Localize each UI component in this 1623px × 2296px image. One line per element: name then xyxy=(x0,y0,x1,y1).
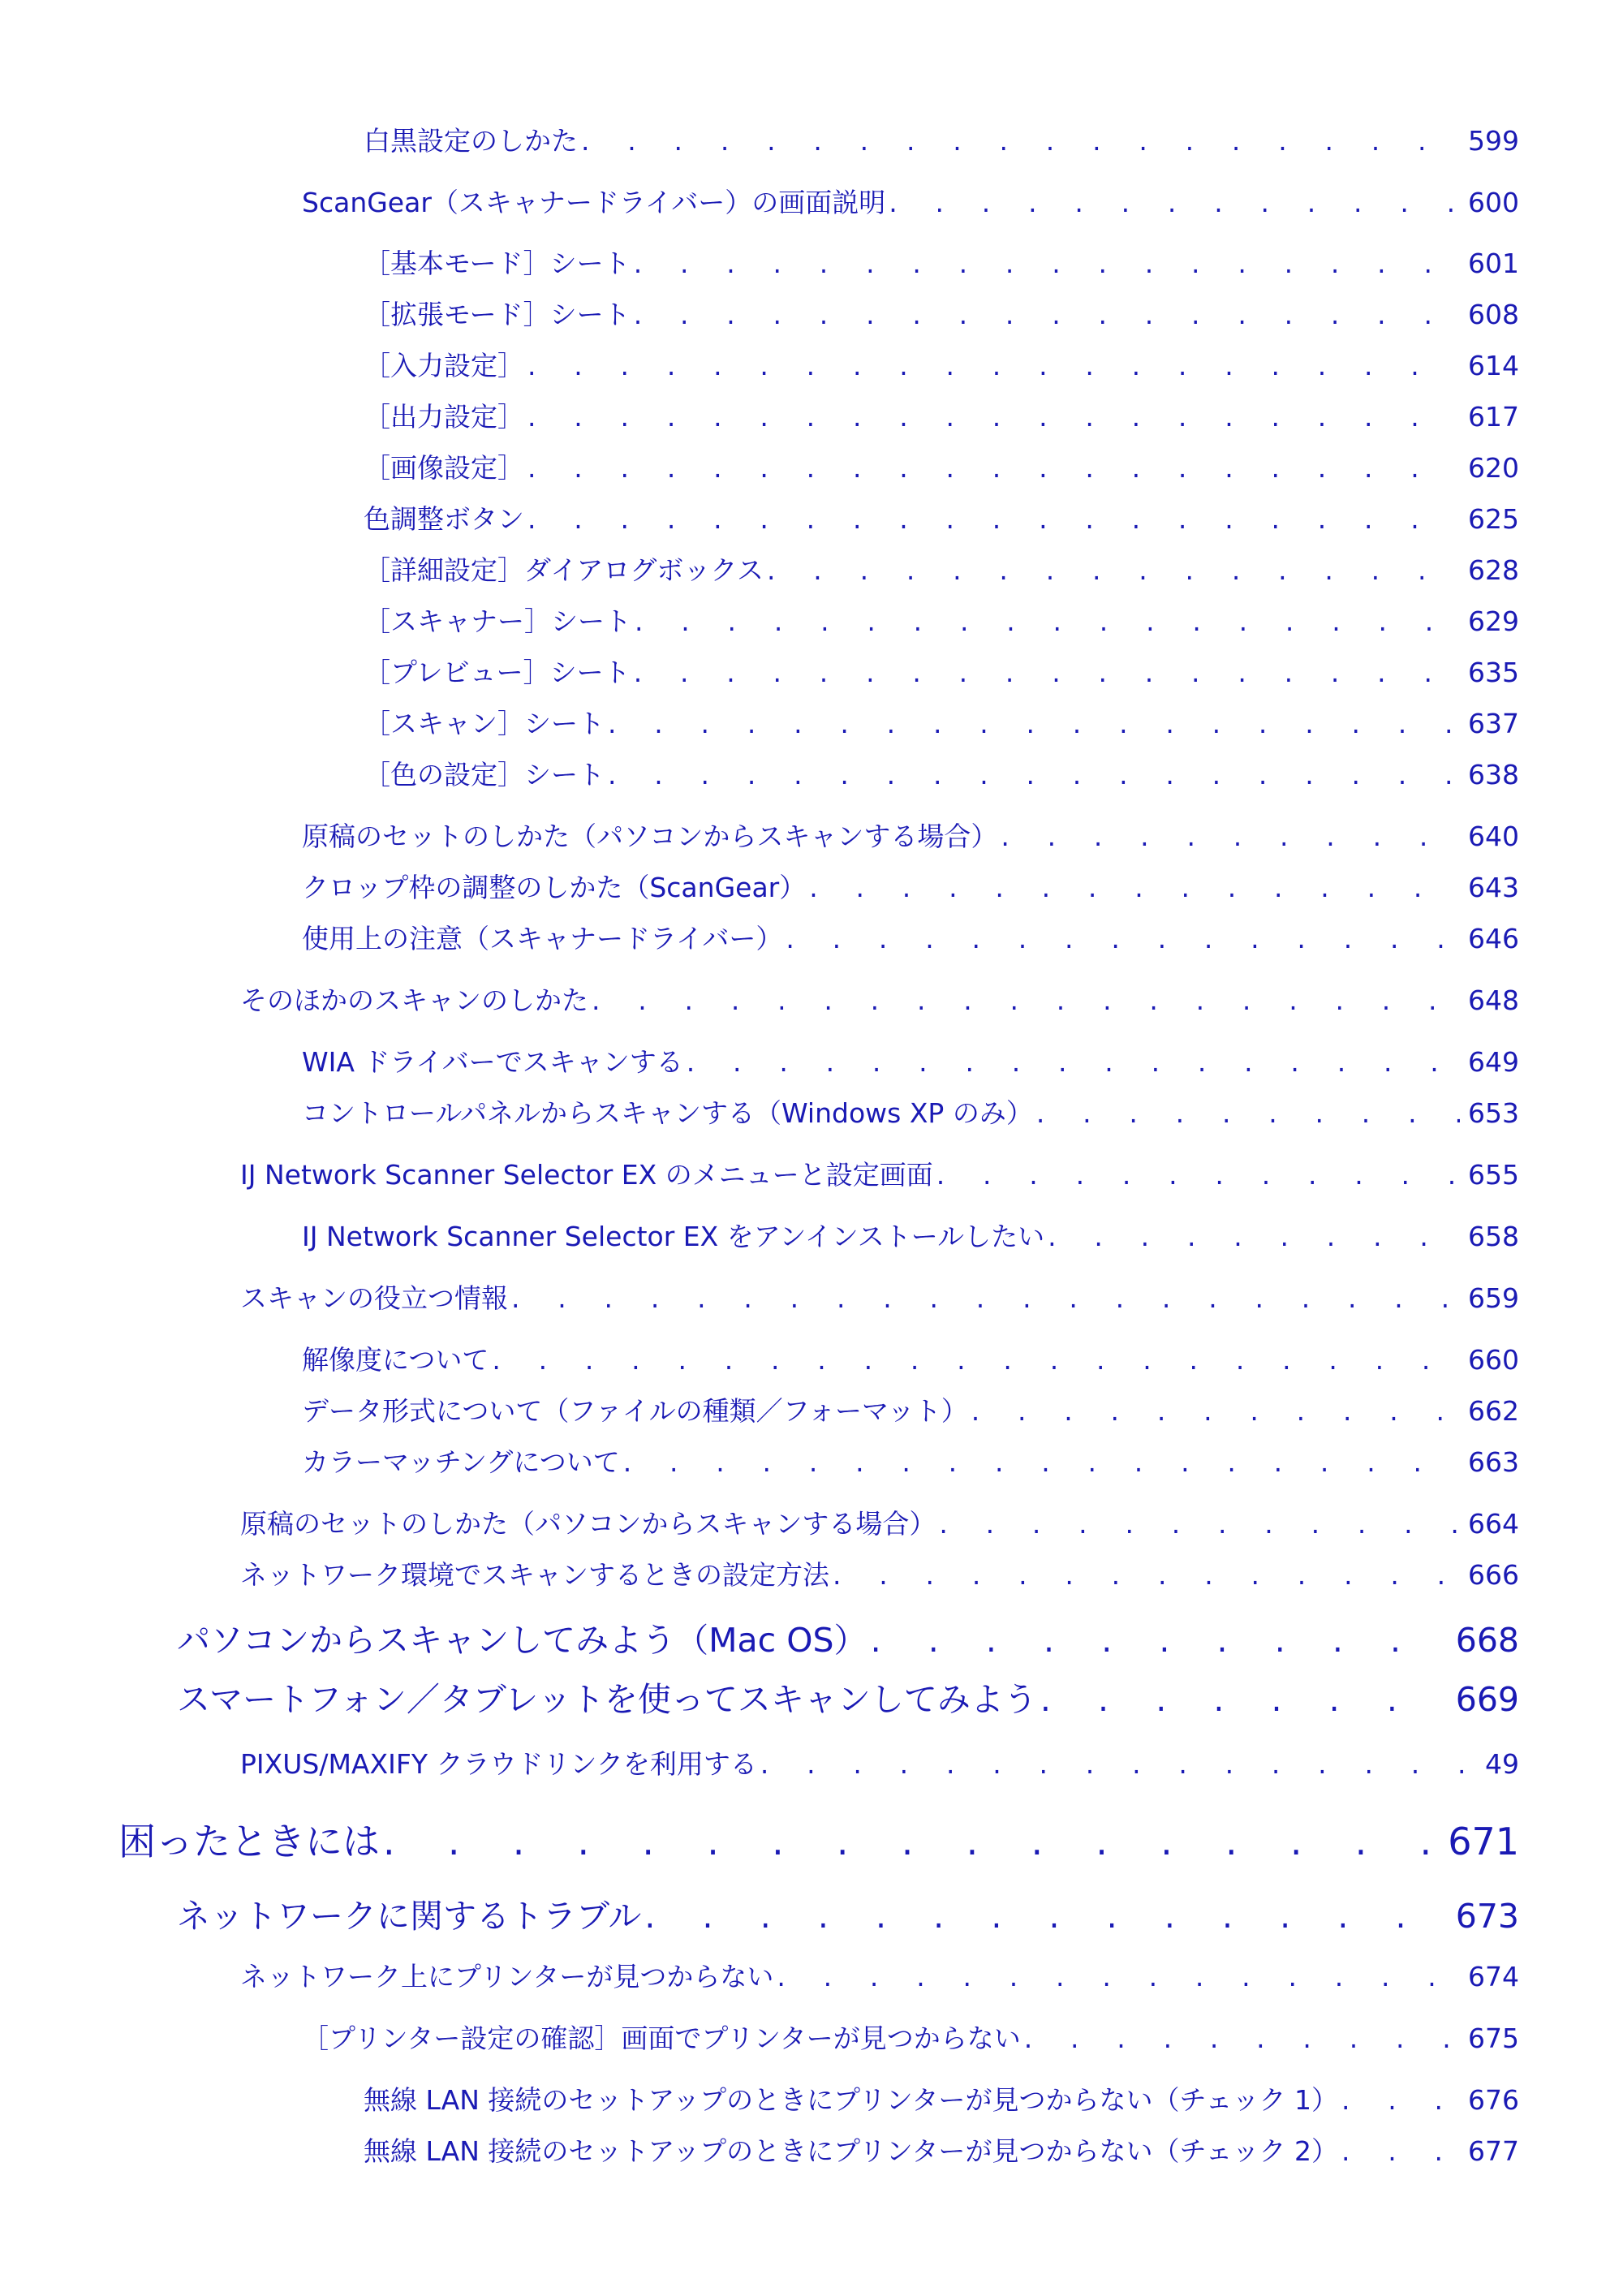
toc-entry[interactable] xyxy=(302,1216,1519,1254)
dot-leader xyxy=(644,1897,1447,1936)
dot-leader xyxy=(1341,2135,1460,2167)
dot-leader xyxy=(592,984,1460,1016)
toc-entry-title: WIA ドライバーでスキャンする xyxy=(302,1046,683,1078)
toc-entry-page-number: 629 xyxy=(1468,605,1519,637)
toc-entry-title: スマートフォン／タブレットを使ってスキャンしてみよう xyxy=(177,1680,1037,1719)
dot-leader xyxy=(777,1961,1460,1992)
toc-entry-page-number: 625 xyxy=(1468,503,1519,535)
toc-entry-title: コントロールパネルからスキャンする（Windows XP のみ） xyxy=(302,1097,1033,1129)
dot-leader xyxy=(809,872,1460,903)
dot-leader xyxy=(1024,2022,1460,2054)
dot-leader xyxy=(492,1344,1460,1376)
toc-entry-title: ［基本モード］シート xyxy=(364,248,631,279)
dot-leader xyxy=(527,503,1460,535)
toc-entry-page-number: 675 xyxy=(1468,2022,1519,2054)
toc-entry[interactable] xyxy=(364,294,1519,332)
toc-entry[interactable] xyxy=(240,1956,1519,1994)
toc-entry-page-number: 662 xyxy=(1468,1395,1519,1427)
toc-entry-page-number: 655 xyxy=(1468,1159,1519,1191)
toc-entry-page-number: 620 xyxy=(1468,452,1519,484)
toc-entry-page-number: 617 xyxy=(1468,401,1519,433)
toc-entry-title: ［スキャナー］シート xyxy=(364,605,631,637)
toc-entry[interactable] xyxy=(240,1743,1519,1781)
toc-entry-title: ネットワークに関するトラブル xyxy=(177,1897,642,1936)
toc-entry-title: ネットワーク上にプリンターが見つからない xyxy=(240,1961,774,1992)
toc-entry[interactable] xyxy=(118,1812,1519,1866)
toc-entry-page-number: 601 xyxy=(1468,248,1519,279)
toc-entry-title: 使用上の注意（スキャナードライバー） xyxy=(302,923,783,954)
toc-entry-page-number: 653 xyxy=(1468,1097,1519,1129)
dot-leader xyxy=(936,1159,1460,1191)
toc-entry-page-number: 674 xyxy=(1468,1961,1519,1992)
dot-leader xyxy=(833,1559,1460,1591)
toc-entry[interactable] xyxy=(302,918,1519,956)
toc-entry-page-number: 664 xyxy=(1468,1508,1519,1540)
toc-entry-title: ［詳細設定］ダイアログボックス xyxy=(364,554,764,586)
toc-entry-title: ［色の設定］シート xyxy=(364,759,605,790)
toc-entry-title: 白黒設定のしかた xyxy=(364,125,578,157)
toc-entry-title: 困ったときには xyxy=(118,1820,380,1863)
toc-entry[interactable] xyxy=(302,816,1519,854)
dot-leader xyxy=(1036,1097,1460,1129)
dot-leader xyxy=(760,1748,1477,1780)
toc-entry-title: ［拡張モード］シート xyxy=(364,299,631,330)
toc-entry[interactable] xyxy=(240,1503,1519,1541)
toc-entry[interactable] xyxy=(240,1554,1519,1592)
toc-entry-page-number: 599 xyxy=(1468,125,1519,157)
dot-leader xyxy=(608,708,1460,739)
toc-entry[interactable] xyxy=(364,345,1519,383)
toc-entry-page-number: 663 xyxy=(1468,1446,1519,1478)
toc-entry-title: 原稿のセットのしかた（パソコンからスキャンする場合） xyxy=(240,1508,936,1540)
toc-entry-title: IJ Network Scanner Selector EX のメニューと設定画面 xyxy=(240,1159,933,1191)
toc-entry-page-number: 640 xyxy=(1468,821,1519,852)
toc-entry-title: クロップ枠の調整のしかた（ScanGear） xyxy=(302,872,807,903)
toc-entry[interactable] xyxy=(240,980,1519,1018)
toc-entry-page-number: 643 xyxy=(1468,872,1519,903)
toc-entry[interactable] xyxy=(177,1889,1519,1937)
toc-entry-page-number: 658 xyxy=(1468,1221,1519,1252)
dot-leader xyxy=(767,554,1460,586)
dot-leader xyxy=(581,125,1460,157)
toc-entry[interactable] xyxy=(364,243,1519,281)
toc-entry[interactable] xyxy=(364,549,1519,588)
toc-entry-title: ネットワーク環境でスキャンするときの設定方法 xyxy=(240,1559,829,1591)
toc-entry-page-number: 608 xyxy=(1468,299,1519,330)
dot-leader xyxy=(634,299,1460,330)
dot-leader xyxy=(1048,1221,1460,1252)
toc-entry-title: ［入力設定］ xyxy=(364,350,524,381)
toc-entry[interactable] xyxy=(302,1441,1519,1480)
toc-entry-title: ［プリンター設定の確認］画面でプリンターが見つからない xyxy=(302,2022,1021,2054)
toc-entry[interactable] xyxy=(364,601,1519,639)
toc-entry-page-number: 677 xyxy=(1468,2135,1519,2167)
toc-entry-page-number: 660 xyxy=(1468,1344,1519,1376)
toc-entry[interactable] xyxy=(302,2018,1519,2056)
toc-entry[interactable] xyxy=(302,867,1519,905)
toc-entry-title: ［出力設定］ xyxy=(364,401,524,433)
toc-entry-page-number: 49 xyxy=(1485,1748,1519,1780)
toc-entry[interactable] xyxy=(302,182,1519,220)
toc-entry[interactable] xyxy=(240,1154,1519,1192)
toc-entry-title: IJ Network Scanner Selector EX をアンインストールしたい xyxy=(302,1221,1045,1252)
dot-leader xyxy=(1341,2084,1460,2116)
toc-entry[interactable] xyxy=(364,2079,1519,2117)
toc-entry[interactable] xyxy=(302,1041,1519,1079)
toc-entry-page-number: 614 xyxy=(1468,350,1519,381)
toc-entry[interactable] xyxy=(364,652,1519,690)
toc-entry-page-number: 649 xyxy=(1468,1046,1519,1078)
toc-entry-page-number: 666 xyxy=(1468,1559,1519,1591)
dot-leader xyxy=(527,452,1460,484)
toc-entry-title: ［スキャン］シート xyxy=(364,708,605,739)
toc-entry-page-number: 671 xyxy=(1448,1820,1519,1863)
toc-entry-title: カラーマッチングについて xyxy=(302,1446,620,1478)
toc-entry-page-number: 600 xyxy=(1468,187,1519,218)
toc-entry-title: 無線 LAN 接続のセットアップのときにプリンターが見つからない（チェック 1） xyxy=(364,2084,1338,2116)
dot-leader xyxy=(527,350,1460,381)
toc-entry-title: データ形式について（ファイルの種類／フォーマット） xyxy=(302,1395,968,1427)
toc-entry-title: そのほかのスキャンのしかた xyxy=(240,984,588,1016)
toc-entry-title: ScanGear（スキャナードライバー）の画面説明 xyxy=(302,187,886,218)
toc-entry[interactable] xyxy=(364,396,1519,434)
dot-leader xyxy=(1001,821,1460,852)
toc-entry-title: PIXUS/MAXIFY クラウドリンクを利用する xyxy=(240,1748,757,1780)
toc-entry[interactable] xyxy=(302,1390,1519,1428)
dot-leader xyxy=(623,1446,1460,1478)
toc-entry-page-number: 669 xyxy=(1455,1680,1519,1719)
toc-entry[interactable] xyxy=(302,1092,1519,1131)
dot-leader xyxy=(635,605,1460,637)
toc-entry-title: 色調整ボタン xyxy=(364,503,524,535)
toc-entry-title: ［画像設定］ xyxy=(364,452,524,484)
toc-entry-page-number: 638 xyxy=(1468,759,1519,790)
dot-leader xyxy=(687,1046,1460,1078)
toc-entry[interactable] xyxy=(240,1277,1519,1316)
toc-entry-title: パソコンからスキャンしてみよう（Mac OS） xyxy=(177,1621,867,1660)
toc-entry-page-number: 646 xyxy=(1468,923,1519,954)
dot-leader xyxy=(971,1395,1460,1427)
toc-entry[interactable] xyxy=(302,1339,1519,1377)
toc-entry-page-number: 659 xyxy=(1468,1282,1519,1314)
dot-leader xyxy=(939,1508,1460,1540)
toc-entry[interactable] xyxy=(364,2130,1519,2169)
dot-leader xyxy=(511,1282,1460,1314)
toc-entry[interactable] xyxy=(177,1613,1519,1661)
dot-leader xyxy=(608,759,1460,790)
toc-entry[interactable] xyxy=(177,1673,1519,1721)
toc-entry-page-number: 648 xyxy=(1468,984,1519,1016)
toc-entry-title: 無線 LAN 接続のセットアップのときにプリンターが見つからない（チェック 2） xyxy=(364,2135,1338,2167)
toc-entry-title: 解像度について xyxy=(302,1344,489,1376)
dot-leader xyxy=(383,1820,1440,1863)
toc-entry-page-number: 673 xyxy=(1455,1897,1519,1936)
toc-entry-page-number: 628 xyxy=(1468,554,1519,586)
dot-leader xyxy=(634,657,1460,688)
dot-leader xyxy=(871,1621,1448,1660)
dot-leader xyxy=(786,923,1460,954)
dot-leader xyxy=(889,187,1460,218)
toc-entry[interactable] xyxy=(364,120,1519,158)
toc-entry-page-number: 637 xyxy=(1468,708,1519,739)
toc-entry-title: スキャンの役立つ情報 xyxy=(240,1282,508,1314)
toc-entry-title: ［プレビュー］シート xyxy=(364,657,631,688)
toc-entry[interactable] xyxy=(364,447,1519,485)
toc-entry[interactable] xyxy=(364,703,1519,741)
toc-entry-page-number: 635 xyxy=(1468,657,1519,688)
toc-entry-title: 原稿のセットのしかた（パソコンからスキャンする場合） xyxy=(302,821,998,852)
toc-entry[interactable] xyxy=(364,754,1519,792)
toc-entry-page-number: 668 xyxy=(1455,1621,1519,1660)
toc-entry-page-number: 676 xyxy=(1468,2084,1519,2116)
dot-leader xyxy=(1040,1680,1448,1719)
toc-entry[interactable] xyxy=(364,498,1519,536)
dot-leader xyxy=(527,401,1460,433)
dot-leader xyxy=(634,248,1460,279)
